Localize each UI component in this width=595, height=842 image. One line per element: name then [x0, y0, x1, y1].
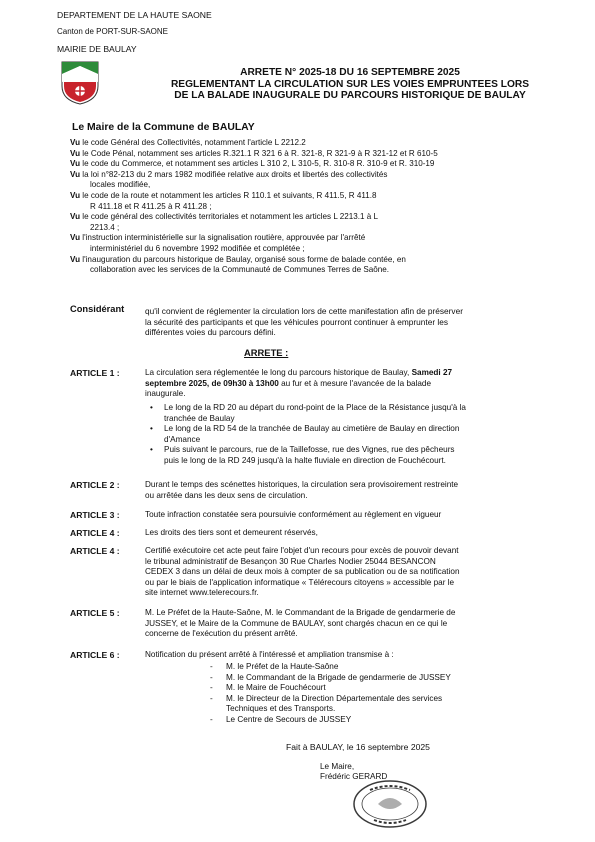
list-item: • Le long de la RD 54 de la tranchée de Baulay au cimetière de Baulay en direction — [150, 424, 460, 434]
article-3-label: ARTICLE 3 : — [70, 510, 120, 520]
vu-item: R 411.18 et R 411.25 à R 411.28 ; — [90, 201, 212, 211]
decree-title — [145, 67, 555, 102]
vu-item: Vu la loi n°82-213 du 2 mars 1982 modifiée relative aux droits et libertés des collectivités — [70, 169, 388, 179]
vu-item: Vu l'instruction interministérielle sur la signalisation routière, approuvée par l'arrêté — [70, 233, 366, 243]
list-item: - M. le Commandant de la Brigade de gendarmerie de JUSSEY — [210, 672, 451, 682]
article-6-recipients — [210, 662, 530, 726]
list-item: d'Amance — [164, 434, 201, 444]
article-1-label: ARTICLE 1 : — [70, 368, 120, 378]
title-line-2: REGLEMENTANT LA CIRCULATION SUR LES VOIES EMPRUNTEES LORS — [170, 78, 530, 90]
list-item: - M. le Directeur de la Direction Départementale des services — [210, 693, 443, 703]
article-4-text: Les droits des tiers sont et demeurent réservés, — [145, 528, 318, 537]
list-item: - M. le Préfet de la Haute-Saône — [210, 662, 339, 671]
vu-item: collaboration avec les services de la Communauté de Communes Terres de Saône. — [90, 265, 390, 275]
vu-item: locales modifiée, — [90, 180, 151, 190]
article-6-label: ARTICLE 6 : — [70, 650, 120, 660]
vu-item: Vu l'inauguration du parcours historique de Baulay, organisé sous forme de balade contée, en — [70, 254, 406, 264]
signatory-title: Le Maire, — [320, 762, 355, 771]
considerant-line: la sécurité des participants et que les véhicules pourront continuer à emprunter les — [145, 316, 449, 327]
article-2-label: ARTICLE 2 : — [70, 480, 120, 490]
list-item: - M. le Maire de Fouchécourt — [210, 683, 326, 693]
vu-item: interministériel du 6 novembre 1992 modifiée et complétée ; — [90, 243, 305, 253]
vu-item: Vu le code de la route et notamment les articles R 110.1 et suivants, R 411.5, R 411.8 — [70, 190, 377, 200]
vu-item: Vu le code général des collectivités territoriales et notamment les articles L 2213.1 à L — [70, 212, 379, 222]
article-1-text: La circulation sera réglementée le long du parcours historique de Baulay, Samedi 27 septembre 2025, de 09h30 à 13h00 au fur et à mesure l'avancée de la balade inaugurale. — [145, 368, 453, 399]
vu-item: Vu le code du Commerce, et notamment ses articles L 310 2, L 310-5, R. 310-8 R. 310-9 et R. 310-19 — [70, 159, 435, 169]
canton-name: Canton de PORT-SUR-SAONE — [57, 27, 169, 36]
title-line-1: ARRETE N° 2025-18 DU 16 SEPTEMBRE 2025 — [240, 67, 460, 78]
article-3-text: Toute infraction constatée sera poursuivie conformément au règlement en vigueur — [145, 510, 442, 519]
article-2-text: Durant le temps des scénettes historiques, la circulation sera provisoirement restreinte ou arrêtée dans les deux sens de circulation. — [145, 480, 459, 500]
article-1-bullets — [150, 403, 525, 467]
vu-list — [70, 138, 530, 276]
title-line-3: DE LA BALADE INAUGURALE DU PARCOURS HISTORIQUE DE BAULAY — [174, 90, 526, 101]
mairie-name: MAIRIE DE BAULAY — [57, 44, 137, 54]
arrete-heading: ARRETE : — [244, 347, 289, 358]
mayor-heading: Le Maire de la Commune de BAULAY — [72, 122, 255, 133]
official-stamp — [350, 778, 430, 830]
considerant-line: qu'il convient de réglementer la circulation lors de cette manifestation afin de préserver — [145, 306, 463, 316]
list-item: - Le Centre de Secours de JUSSEY — [210, 714, 352, 724]
article-4-label: ARTICLE 4 : — [70, 528, 120, 538]
article-4b-label: ARTICLE 4 : — [70, 546, 120, 556]
considerant-line: différentes voies du parcours défini. — [145, 327, 276, 338]
coat-of-arms-logo — [60, 60, 100, 106]
list-item: • Le long de la RD 20 au départ du rond-point de la Place de la Résistance jusqu'à la — [150, 403, 466, 412]
vu-item: Vu le code Général des Collectivités, notamment l'article L 2212.2 — [70, 138, 306, 147]
considerant-text — [145, 306, 535, 338]
article-5-label: ARTICLE 5 : — [70, 608, 120, 618]
considerant-label: Considérant — [70, 304, 125, 314]
article-6-text: Notification du présent arrêté à l'intéressé et ampliation transmise à : — [145, 650, 394, 659]
list-item: tranchée de Baulay — [164, 413, 235, 423]
vu-item: Vu le Code Pénal, notamment ses articles R.321.1 R 321 6 à R. 321-8, R 321-9 à R 321-12 et R 610-5 — [70, 148, 438, 158]
list-item: • Puis suivant le parcours, rue de la Taillefosse, rue des Vignes, rue des pêcheurs — [150, 445, 455, 455]
list-item: Techniques et des Transports. — [226, 704, 336, 714]
article-5-text: M. Le Préfet de la Haute-Saône, M. le Commandant de la Brigade de gendarmerie de JUSSEY, et le Maire de la Commune de BAULAY, sont chargés chacun en ce qui le concerne de l'exécution du présent arrêté. — [145, 608, 456, 639]
list-item: puis le long de la RD 249 jusqu'à la halte fluviale en direction de Fouchécourt. — [164, 455, 446, 465]
vu-item: 2213.4 ; — [90, 222, 120, 232]
article-4b-text: Certifié exécutoire cet acte peut faire l'objet d'un recours pour excès de pouvoir devant le tribunal administratif de Besançon 30 Rue Charles Nodier 25044 BESANCON CEDEX 3 dans un délai de deux mois à compter de sa publication ou de sa notification ou par le biais de l'application informatique « Télérecours citoyens » accessible par le site internet www.telerecours.fr. — [145, 546, 460, 598]
department-name: DEPARTEMENT DE LA HAUTE SAONE — [57, 10, 212, 20]
place-date: Fait à BAULAY, le 16 septembre 2025 — [286, 742, 430, 752]
signatory-name: Frédéric GERARD — [320, 772, 388, 781]
